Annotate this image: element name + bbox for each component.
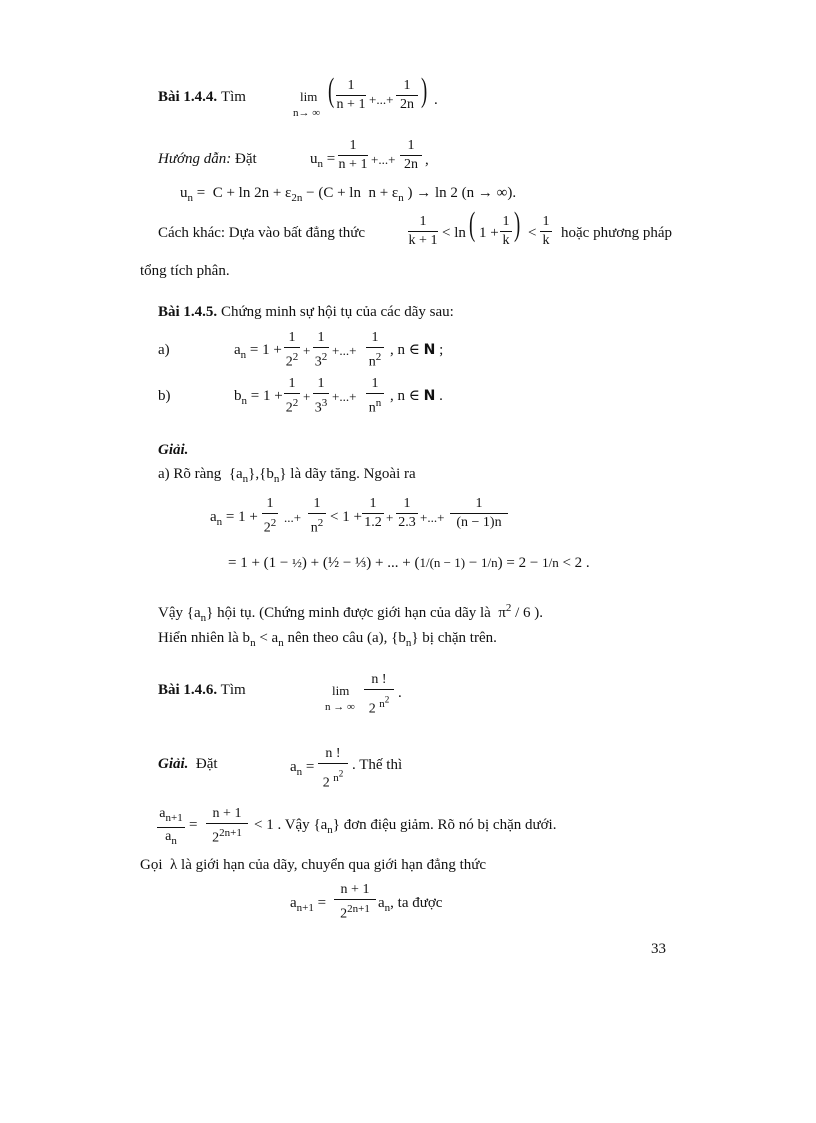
then-text: . Thế thì — [352, 757, 403, 773]
ratio-eq: = — [189, 817, 198, 833]
b-n-def: $b_n = 1$ + — [234, 388, 283, 407]
hint-comma: , — [425, 152, 429, 168]
lim-146: lim — [332, 683, 350, 698]
exercise-label-1-4-5: Bài 1.4.5. Chứng minh sự hội tụ của các dãy sau: — [158, 304, 454, 320]
ratio-rhs-fraction: n + 1 $2^{2n+1}$ — [206, 806, 248, 847]
alt-text-3: tổng tích phân. — [140, 263, 230, 279]
hint-label: Hướng dẫn: Đặt — [158, 151, 257, 167]
recurrence-lhs: $a_{n+1}$ = — [290, 895, 327, 914]
b-frac-1: 1 $2^2$ — [285, 376, 299, 416]
ineq-dots: ...+ — [284, 510, 302, 525]
telescoping-sum: = 1 + (1 − ½) + (½ − ⅓) + ... + (1/(n − 1) − 1/n) = 2 − 1/n < 2 . — [228, 555, 590, 571]
ineq-frac-5: 1 (n − 1)n — [450, 496, 508, 531]
lt: < — [528, 225, 537, 241]
b-frac-3: 1 $n^n$ — [366, 376, 384, 417]
hint-dots: +...+ — [371, 152, 396, 167]
paren-right: ) — [421, 72, 428, 109]
hint-fraction-1: 1 n + 1 — [338, 138, 368, 172]
ineq-lt: < 1 + — [330, 509, 362, 525]
lim-symbol: lim — [300, 89, 318, 104]
b-frac-2: 1 $3^3$ — [314, 376, 328, 416]
item-a: a) — [158, 342, 170, 358]
plus-b: + — [303, 389, 311, 404]
conc-2: Hiển nhiên là $b_n < a_n$ nên theo câu (a), $\{b_n\}$ bị chặn trên. — [158, 630, 497, 649]
a-n-eq: $a_n$ = — [290, 759, 315, 778]
page-number: 33 — [651, 941, 666, 957]
period: . — [434, 92, 438, 108]
a-frac-2: 1 $3^2$ — [314, 330, 328, 370]
paren-left: ( — [328, 72, 335, 109]
ineq-dots-2: +...+ — [420, 510, 445, 525]
lambda-line: Gọi λ là giới hạn của dãy, chuyển qua giới hạn đẳng thức — [140, 857, 487, 873]
conc-1: Vậy $\{a_n\}$ hội tụ. (Chứng minh được giới hạn của dãy là $\pi^2 / 6$ ). — [158, 602, 544, 624]
fraction-1-over-2n: 1 2n — [396, 78, 418, 113]
a-domain: , n ∈ N ; — [390, 342, 444, 358]
solution-label: Giải. — [158, 442, 189, 458]
mono-text: < 1 . Vậy $\{a_n\}$ đơn điệu giảm. Rõ nó bị chặn dưới. — [254, 817, 557, 836]
alt-fraction-1-over-k: 1 k — [500, 214, 512, 249]
item-b: b) — [158, 388, 171, 404]
alt-fraction-1-over-k-plus-1: 1 k + 1 — [408, 214, 438, 248]
period-146: . — [398, 685, 402, 701]
ineq-frac-3: 1 1.2 — [362, 496, 384, 531]
ratio-fraction: $a_{n+1}$ $a_n$ — [157, 806, 185, 849]
recurrence-rhs: $a_n$, ta được — [378, 895, 443, 914]
ineq-an: $a_n = 1$ + — [210, 509, 258, 528]
dots: +...+ — [369, 92, 394, 107]
alt-paren-left: ( — [469, 206, 476, 243]
fraction-1-over-n-plus-1: 1 n + 1 — [336, 78, 366, 112]
b-dots: +...+ — [332, 389, 357, 404]
ineq-plus: + — [386, 510, 394, 525]
ineq-frac-4: 1 2.3 — [396, 496, 418, 531]
lim-146-sub: n → ∞ — [325, 701, 355, 713]
recurrence-fraction: n + 1 $2^{2n+1}$ — [334, 882, 376, 923]
a-frac-3: 1 $n^2$ — [366, 330, 384, 371]
exercise-label-1-4-6: Bài 1.4.6. Tìm — [158, 682, 246, 698]
exercise-label-1-4-4: Bài 1.4.4. Tìm — [158, 89, 246, 105]
b-domain: , n ∈ N . — [390, 388, 443, 404]
u-n-expansion: $u_n = C + \ln 2n + \varepsilon_{2n} - (C + \ln n + \varepsilon_n$ ) → ln 2 (n → ∞). — [180, 185, 517, 204]
alt-fraction-1-over-k-2: 1 k — [540, 214, 552, 249]
a-n-def: $a_n = 1$ + — [234, 342, 282, 361]
ineq-frac-1: 1 $2^2$ — [263, 496, 277, 536]
ineq-frac-2: 1 $n^2$ — [308, 496, 326, 537]
lim-subscript: n→ ∞ — [293, 107, 321, 119]
lt-ln: < ln — [442, 225, 466, 241]
sol146-label: Giải. Đặt — [158, 756, 218, 772]
a-frac-1: 1 $2^2$ — [285, 330, 299, 370]
sol146-fraction: n ! 2 $^{n^2}$ — [318, 746, 348, 791]
plus: + — [303, 343, 311, 358]
hint-fraction-2: 1 2n — [400, 138, 422, 173]
u-n: $u_n$ = — [310, 151, 336, 170]
alt-paren-right: ) — [514, 206, 521, 243]
sol-line-1: a) Rõ ràng $\{a_n\},\{b_n\}$ là dãy tăng. Ngoài ra — [158, 466, 416, 485]
fraction-n-factorial: n ! 2 $^{n^2}$ — [364, 672, 394, 717]
alt-text-2: hoặc phương pháp — [561, 225, 673, 241]
alt-text-1: Cách khác: Dựa vào bất đẳng thức — [158, 225, 366, 241]
one-plus: 1 + — [479, 225, 499, 241]
a-dots: +...+ — [332, 343, 357, 358]
